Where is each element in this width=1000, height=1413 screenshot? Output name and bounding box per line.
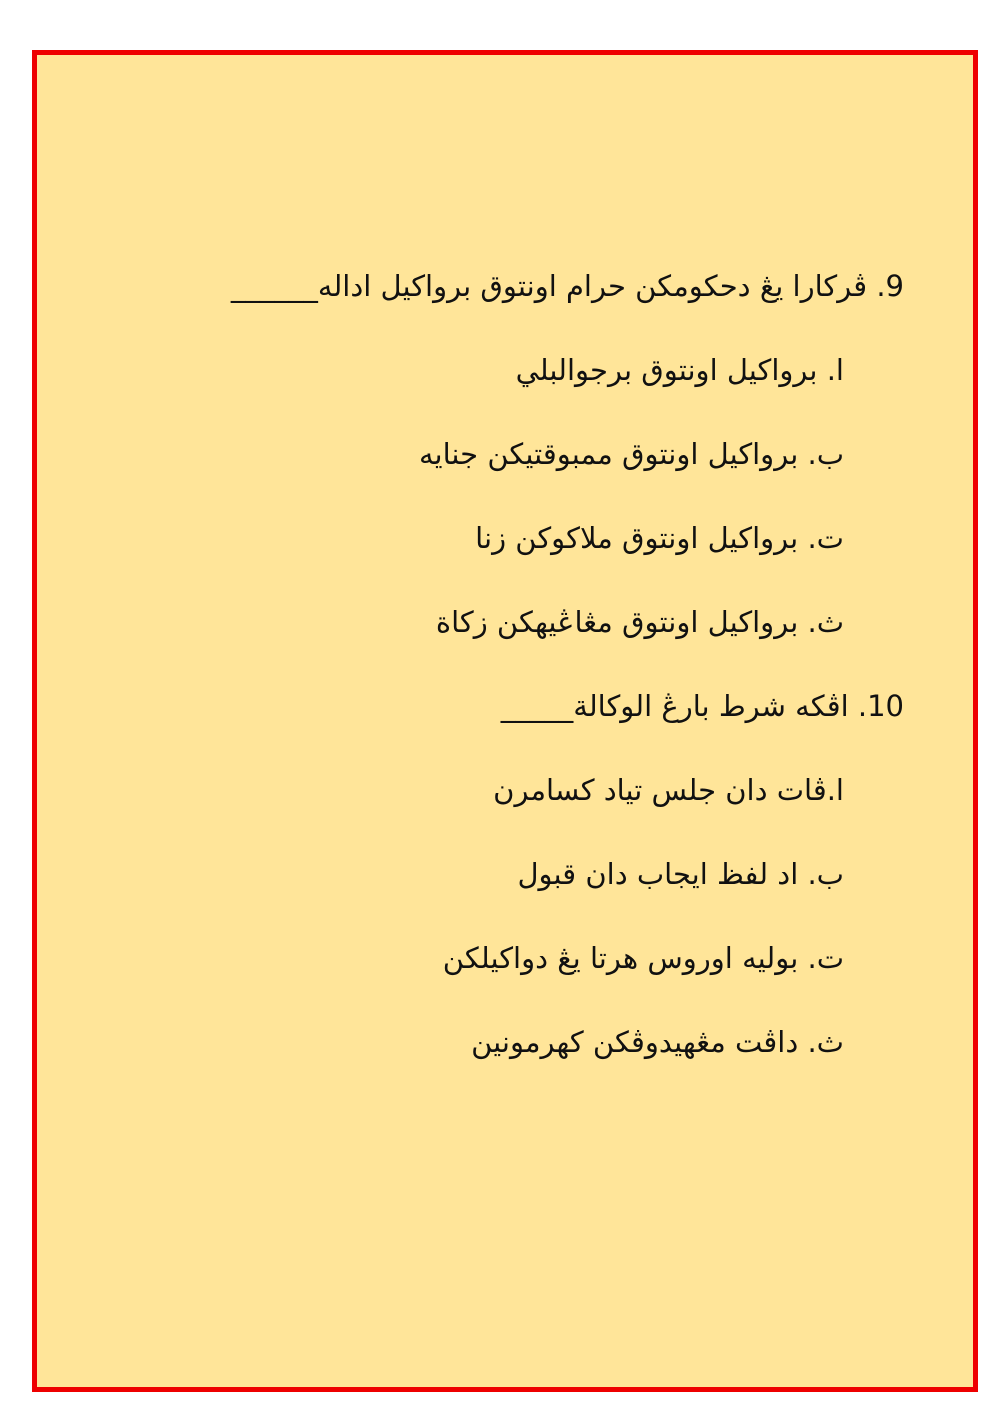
question-10-text: 10. اڤكه شرط بارڠ الوكالة_____ <box>500 689 904 723</box>
question-9-option-ba: ب. برواكيل اونتوق ممبوقتيكن جنايه <box>418 437 844 471</box>
question-9-text: 9. ڤركارا يڠ دحكومكن حرام اونتوق برواكيل اداله______ <box>230 269 904 303</box>
question-10-option-alif: ا.ڤات دان جلس تياد كسامرن <box>493 773 844 807</box>
question-9-option-tha: ث. برواكيل اونتوق مڠاڠيهكن زكاة <box>435 605 844 639</box>
question-9-option-ta: ت. برواكيل اونتوق ملاكوكن زنا <box>475 521 844 555</box>
question-10-option-ta: ت. بوليه اوروس هرتا يڠ دواكيلكن <box>442 941 844 975</box>
question-10-option-tha: ث. داڤت مڠهيدوڤكن كهرمونين <box>471 1025 844 1059</box>
question-10-option-ba: ب. اد لفظ ايجاب دان قبول <box>517 857 844 891</box>
question-9-option-alif: ا. برواكيل اونتوق برجوالبلي <box>515 353 844 387</box>
